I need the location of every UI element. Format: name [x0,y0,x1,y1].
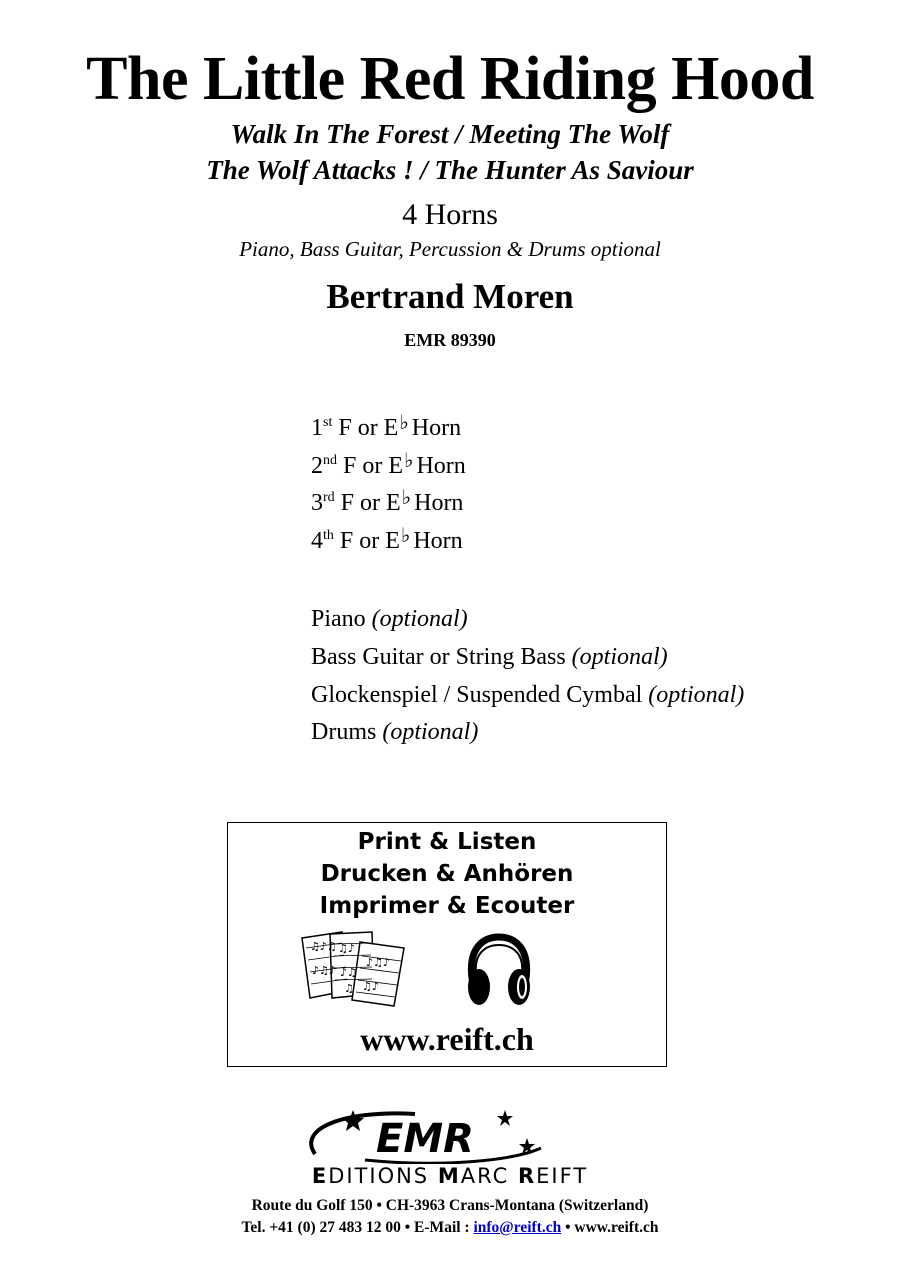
page-title: The Little Red Riding Hood [86,45,814,113]
svg-text:♪♫♪: ♪♫♪ [366,956,390,969]
horn-part-3 [311,487,464,516]
part-instrument: Horn [414,490,464,516]
publisher-initial: E [311,1164,329,1188]
composer-name: Bertrand Moren [326,277,574,316]
horn-part-2 [311,450,466,479]
part-ordinal: 3 [311,490,323,516]
optional-label: (optional) [571,644,668,670]
horn-part-4 [311,525,463,554]
part-key: F or E [340,490,401,516]
emr-logo-icon [305,1108,550,1164]
svg-text:♫♪♫: ♫♪♫ [310,940,337,953]
svg-text:EMR: EMR [376,1116,474,1162]
promo-line-english: Print & Listen [357,829,537,855]
sheet-music-icon [300,928,412,1008]
print-listen-box [227,822,667,1067]
flat-sign: ♭ [404,450,414,472]
publisher-address: Route du Golf 150 • CH-3963 Crans-Montana (Switzerland) [251,1197,649,1214]
publisher-word: DITIONS [328,1164,438,1188]
part-name: Piano [311,606,366,632]
part-ordinal-suffix: st [323,415,333,430]
optional-part-drums [311,720,478,744]
svg-text:♪♫: ♪♫ [340,966,357,979]
horn-part-1 [311,412,462,441]
part-key: F or E [343,453,403,479]
part-instrument: Horn [416,453,466,479]
publisher-initial: R [517,1164,537,1188]
optional-label: (optional) [371,606,468,632]
publisher-initial: M [437,1164,461,1188]
part-ordinal-suffix: rd [323,490,335,505]
svg-text:♫♪: ♫♪ [362,980,379,993]
optional-label: (optional) [648,682,745,708]
part-name: Glockenspiel / Suspended Cymbal [311,682,643,708]
part-key: F or E [339,528,400,554]
headphones-icon [464,933,534,1011]
flat-sign: ♭ [400,525,411,547]
part-name: Drums [311,719,377,745]
optional-part-percussion [311,683,744,707]
publisher-word: EIFT [536,1164,589,1188]
catalog-number: EMR 89390 [404,330,496,350]
flat-sign: ♭ [401,487,412,509]
publisher-name [0,1166,900,1187]
part-ordinal-suffix: th [323,528,334,543]
promo-line-german: Drucken & Anhören [320,861,574,887]
svg-text:♪♫♪: ♪♫♪ [312,964,336,977]
promo-url[interactable]: www.reift.ch [360,1021,534,1057]
promo-line-french: Imprimer & Ecouter [319,893,575,919]
email-link[interactable]: info@reift.ch [473,1219,562,1236]
part-instrument: Horn [413,528,463,554]
part-name: Bass Guitar or String Bass [311,644,566,670]
publisher-word: ARC [460,1164,518,1188]
part-instrument: Horn [411,415,462,441]
part-ordinal: 1 [311,415,323,441]
svg-text:♫: ♫ [344,982,354,995]
website-text: • www.reift.ch [561,1219,659,1236]
optional-instruments-note: Piano, Bass Guitar, Percussion & Drums optional [239,237,661,261]
optional-label: (optional) [382,719,479,745]
svg-text:♫♪: ♫♪ [338,942,355,955]
publisher-contact [0,1220,900,1236]
flat-sign: ♭ [399,412,409,434]
part-key: F or E [338,415,399,441]
part-ordinal: 4 [311,528,323,554]
subtitle-line-2: The Wolf Attacks ! / The Hunter As Saviour [206,155,694,185]
subtitle-line-1: Walk In The Forest / Meeting The Wolf [230,119,670,149]
phone-text: Tel. +41 (0) 27 483 12 00 • E-Mail : [241,1219,474,1236]
part-ordinal: 2 [311,453,323,479]
scoring: 4 Horns [402,198,498,231]
optional-part-piano [311,607,468,631]
optional-part-bass [311,645,668,669]
part-ordinal-suffix: nd [323,453,337,468]
